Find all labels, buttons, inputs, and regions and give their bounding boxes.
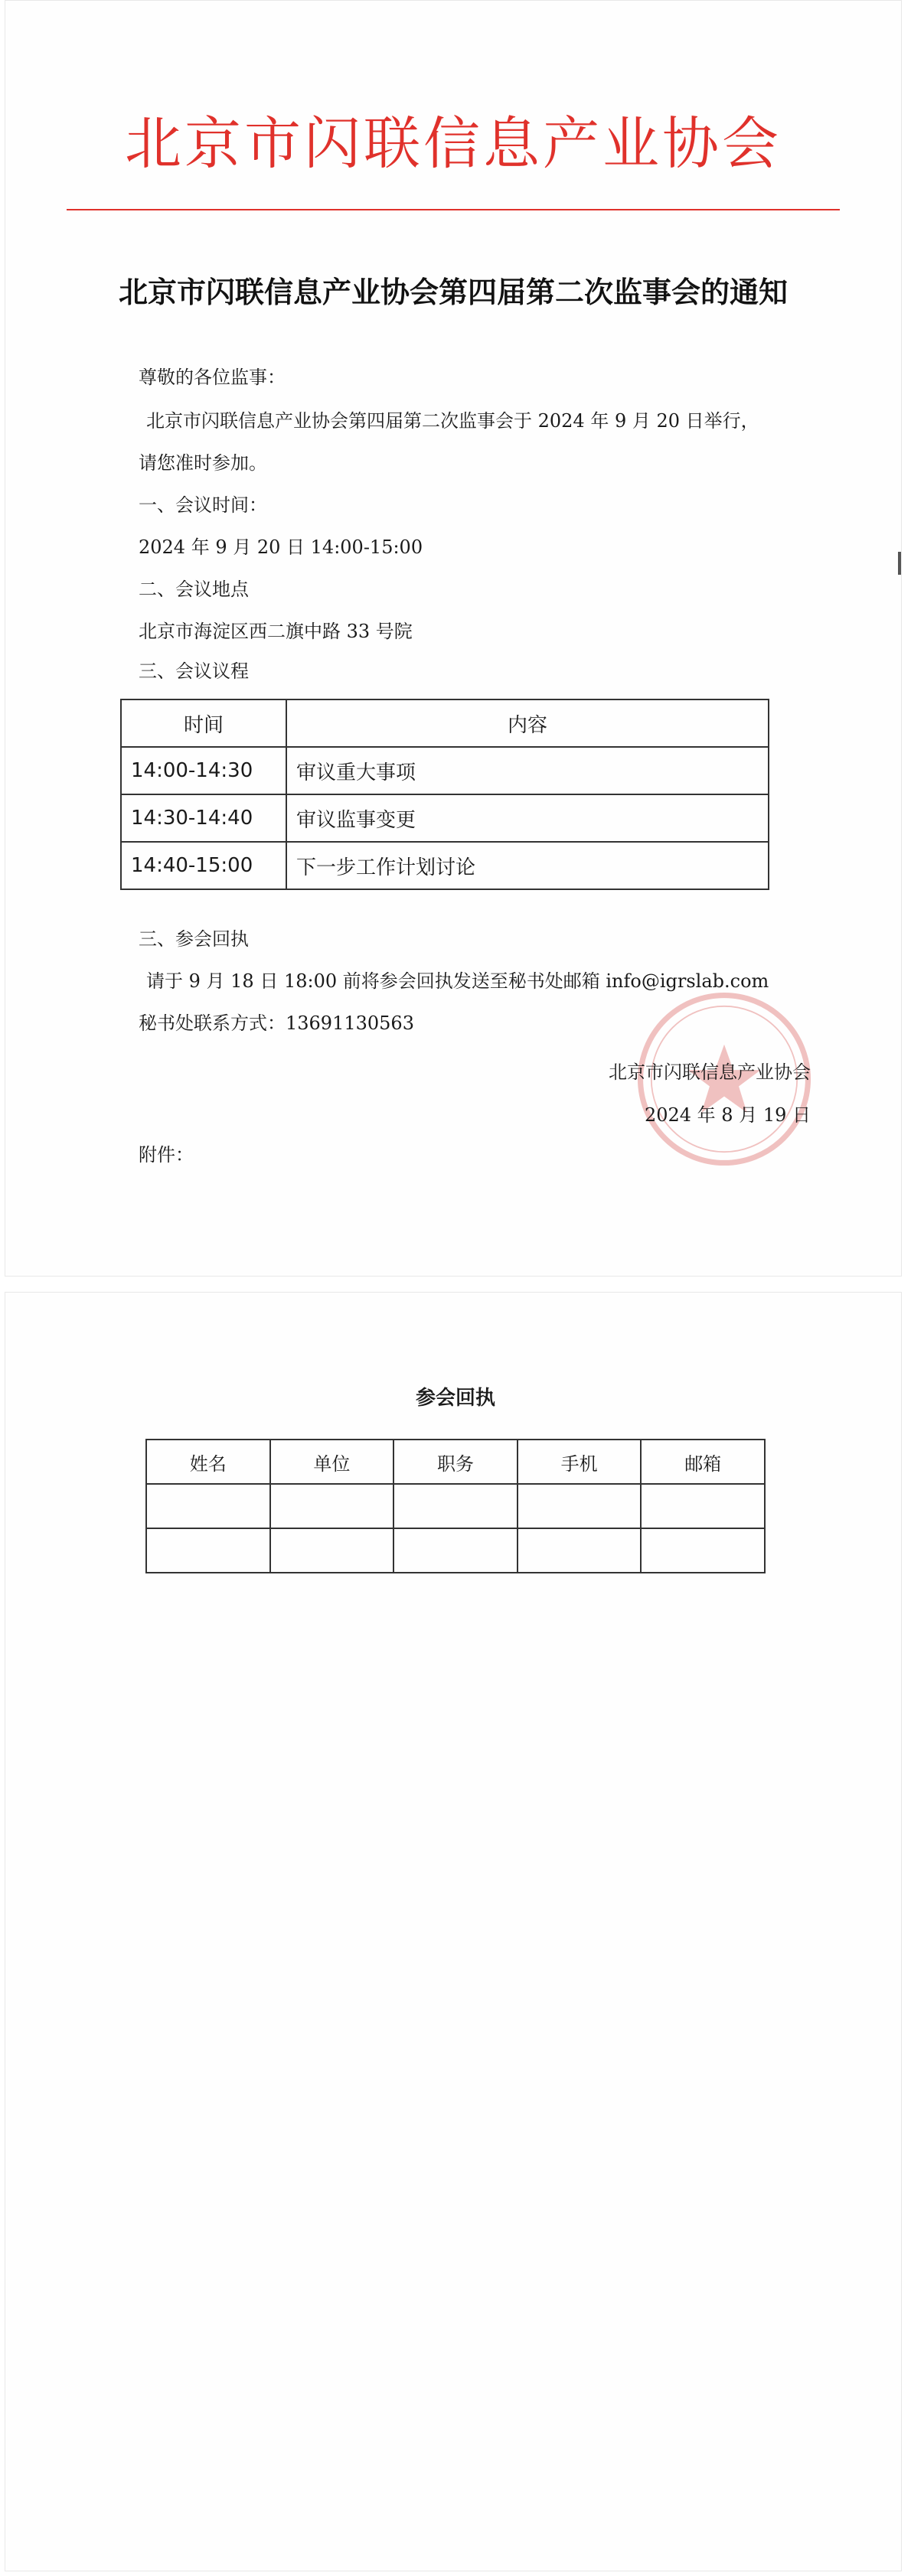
- reply-header-email: 邮箱: [641, 1440, 765, 1484]
- letterhead-divider: [67, 209, 840, 210]
- reply-email-cell[interactable]: [641, 1528, 765, 1573]
- agenda-content-cell: 下一步工作计划讨论: [286, 842, 769, 889]
- contact-line: 秘书处联系方式：13691130563: [139, 1012, 414, 1034]
- agenda-time-cell: 14:30-14:40: [121, 794, 286, 842]
- signature-organization: 北京市闪联信息产业协会: [609, 1061, 811, 1083]
- section-reply-heading: 三、参会回执: [139, 928, 249, 950]
- reply-header-row: [146, 1440, 765, 1484]
- reply-phone-cell[interactable]: [518, 1528, 642, 1573]
- table-row: [146, 1484, 765, 1528]
- reply-header-unit: 单位: [270, 1440, 394, 1484]
- reply-position-cell[interactable]: [393, 1484, 518, 1528]
- salutation: 尊敬的各位监事：: [139, 367, 286, 388]
- intro-line-2: 请您准时参加。: [139, 452, 267, 474]
- section-time-heading: 一、会议时间：: [139, 494, 267, 516]
- signature-date: 2024 年 8 月 19 日: [644, 1104, 811, 1126]
- reply-name-cell[interactable]: [146, 1484, 270, 1528]
- table-row: [121, 794, 769, 842]
- agenda-content-cell: 审议重大事项: [286, 747, 769, 794]
- scan-edge-mark: [898, 552, 901, 575]
- reply-header-name: 姓名: [146, 1440, 270, 1484]
- agenda-table: [120, 699, 769, 890]
- reply-phone-cell[interactable]: [518, 1484, 642, 1528]
- agenda-time-cell: 14:40-15:00: [121, 842, 286, 889]
- agenda-header-content: 内容: [286, 699, 769, 747]
- agenda-header-time: 时间: [121, 699, 286, 747]
- reply-header-phone: 手机: [518, 1440, 642, 1484]
- reply-instruction: 请于 9 月 18 日 18:00 前将参会回执发送至秘书处邮箱 info@igrslab.com: [146, 970, 769, 992]
- table-row: [121, 842, 769, 889]
- section-time-content: 2024 年 9 月 20 日 14:00-15:00: [139, 536, 423, 558]
- reply-name-cell[interactable]: [146, 1528, 270, 1573]
- notice-title: 北京市闪联信息产业协会第四届第二次监事会的通知: [118, 276, 788, 309]
- org-letterhead: 北京市闪联信息产业协会: [125, 111, 782, 177]
- intro-line-1: 北京市闪联信息产业协会第四届第二次监事会于 2024 年 9 月 20 日举行，: [146, 410, 759, 432]
- section-location-content: 北京市海淀区西二旗中路 33 号院: [139, 621, 413, 642]
- table-row: [146, 1528, 765, 1573]
- section-location-heading: 二、会议地点: [139, 579, 249, 600]
- reply-email-cell[interactable]: [641, 1484, 765, 1528]
- attachment-label: 附件：: [139, 1144, 194, 1166]
- reply-unit-cell[interactable]: [270, 1484, 394, 1528]
- notice-page: [5, 0, 902, 1277]
- reply-header-position: 职务: [393, 1440, 518, 1484]
- table-row: [121, 747, 769, 794]
- section-agenda-heading: 三、会议议程: [139, 660, 249, 682]
- reply-unit-cell[interactable]: [270, 1528, 394, 1573]
- reply-position-cell[interactable]: [393, 1528, 518, 1573]
- reply-form-title: 参会回执: [415, 1387, 495, 1410]
- agenda-time-cell: 14:00-14:30: [121, 747, 286, 794]
- agenda-content-cell: 审议监事变更: [286, 794, 769, 842]
- agenda-header-row: [121, 699, 769, 747]
- reply-form-table: [145, 1439, 766, 1573]
